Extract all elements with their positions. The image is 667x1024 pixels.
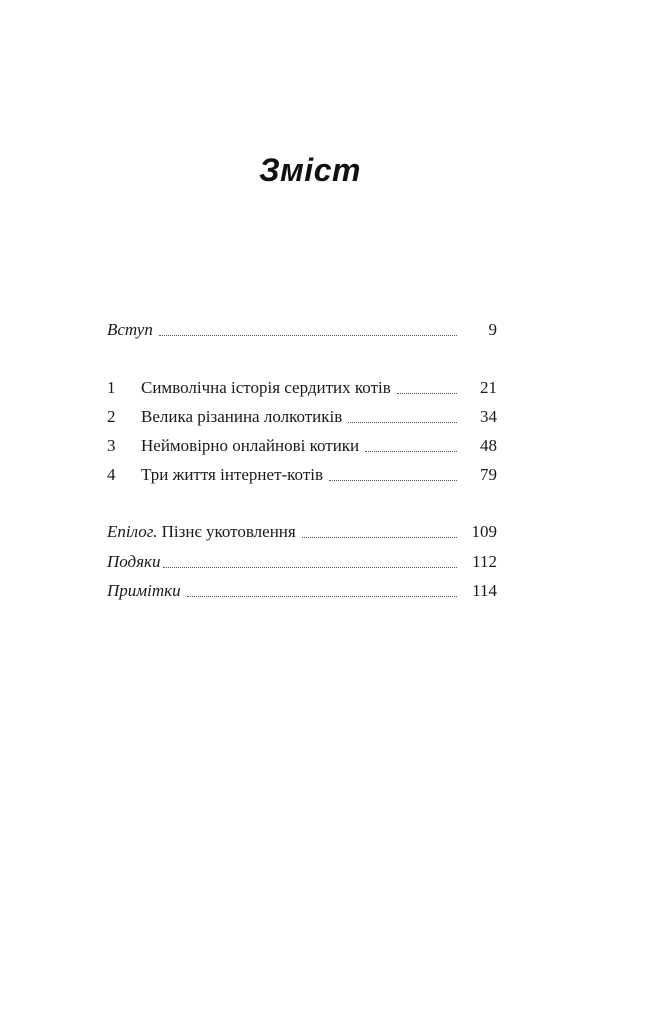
toc-page-number: 79 bbox=[480, 465, 497, 484]
chapter-number: 3 bbox=[107, 436, 116, 455]
toc-entry-notes[interactable] bbox=[107, 580, 497, 602]
toc-entry-label: Неймовірно онлайнові котики bbox=[141, 436, 360, 455]
toc-entry-label: Символічна історія сердитих котів bbox=[141, 378, 391, 397]
chapter-number: 1 bbox=[107, 378, 116, 397]
toc-page-number: 34 bbox=[480, 407, 497, 426]
dot-leader bbox=[187, 595, 457, 597]
toc-page-number: 109 bbox=[471, 522, 497, 541]
toc-entry-chapter-2[interactable] bbox=[107, 406, 497, 428]
toc-entry-chapter-4[interactable] bbox=[107, 464, 497, 486]
toc-entry-chapter-1[interactable] bbox=[107, 377, 497, 399]
epilogue-prefix: Епілог. bbox=[107, 522, 158, 541]
toc-page-number: 9 bbox=[488, 320, 497, 339]
dot-leader bbox=[329, 479, 457, 481]
dot-leader bbox=[159, 334, 457, 336]
dot-leader bbox=[163, 566, 457, 568]
toc-entry-label: Подяки bbox=[107, 552, 161, 571]
page-title: Зміст bbox=[259, 152, 361, 188]
toc-page-number: 21 bbox=[480, 378, 497, 397]
dot-leader bbox=[365, 450, 457, 452]
dot-leader bbox=[348, 421, 457, 423]
toc-entry-intro[interactable] bbox=[107, 319, 497, 341]
chapter-number: 2 bbox=[107, 407, 116, 426]
toc-entry-acknowledgments[interactable] bbox=[107, 551, 497, 573]
toc-entry-label: Вступ bbox=[107, 320, 153, 339]
toc-entry-label: Велика різанина лолкотиків bbox=[141, 407, 343, 426]
toc-entry-chapter-3[interactable] bbox=[107, 435, 497, 457]
toc-entry-label: Пізнє укотовлення bbox=[161, 522, 296, 541]
toc-page-number: 112 bbox=[472, 552, 497, 571]
toc-page-number: 114 bbox=[472, 581, 497, 600]
chapter-number: 4 bbox=[107, 465, 116, 484]
toc-entry-epilogue[interactable] bbox=[107, 521, 497, 543]
dot-leader bbox=[397, 392, 457, 394]
toc-entry-label: Примітки bbox=[107, 581, 181, 600]
dot-leader bbox=[302, 536, 457, 538]
toc-page-number: 48 bbox=[480, 436, 497, 455]
toc-entry-label: Три життя інтернет-котів bbox=[141, 465, 324, 484]
